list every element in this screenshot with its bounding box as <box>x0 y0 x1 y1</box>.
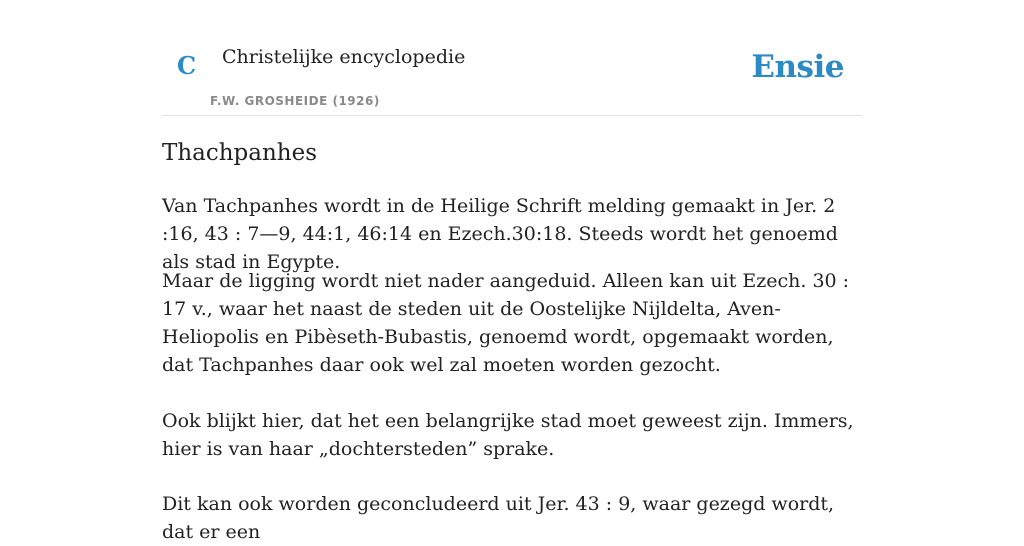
paragraph-1: Van Tachpanhes wordt in de Heilige Schrift melding gemaakt in Jer. 2 :16, 43 : 7—9, 44:1, 46:14 en Ezech.30:18. Steeds wordt het genoemd als stad in Egypte. <box>162 195 838 273</box>
header <box>162 0 862 116</box>
ensie-logo[interactable]: Ensie <box>751 49 844 85</box>
paragraph-4: Dit kan ook worden geconcludeerd uit Jer. 43 : 9, waar gezegd wordt, dat er een <box>162 493 835 543</box>
paragraph-2: Maar de ligging wordt niet nader aangeduid. Alleen kan uit Ezech. 30 : 17 v., waar het naast de steden uit de Oostelijke Nijldelta, Aven-Heliopolis en Pibèseth-Bubastis, genoemd wordt, opgemaakt worden, dat Tachpanhes daar ook wel zal moeten worden gezocht. <box>162 270 850 376</box>
book-author[interactable]: F.W. GROSHEIDE (1926) <box>210 94 380 108</box>
article-title: Thachpanhes <box>162 140 318 166</box>
content-container <box>162 0 862 543</box>
letter-c-icon[interactable]: C <box>177 51 197 80</box>
paragraph-3: Ook blijkt hier, dat het een belangrijke stad moet geweest zijn. Immers, hier is van haar „dochtersteden” sprake. <box>162 410 854 460</box>
book-title[interactable]: Christelijke encyclopedie <box>222 46 466 68</box>
